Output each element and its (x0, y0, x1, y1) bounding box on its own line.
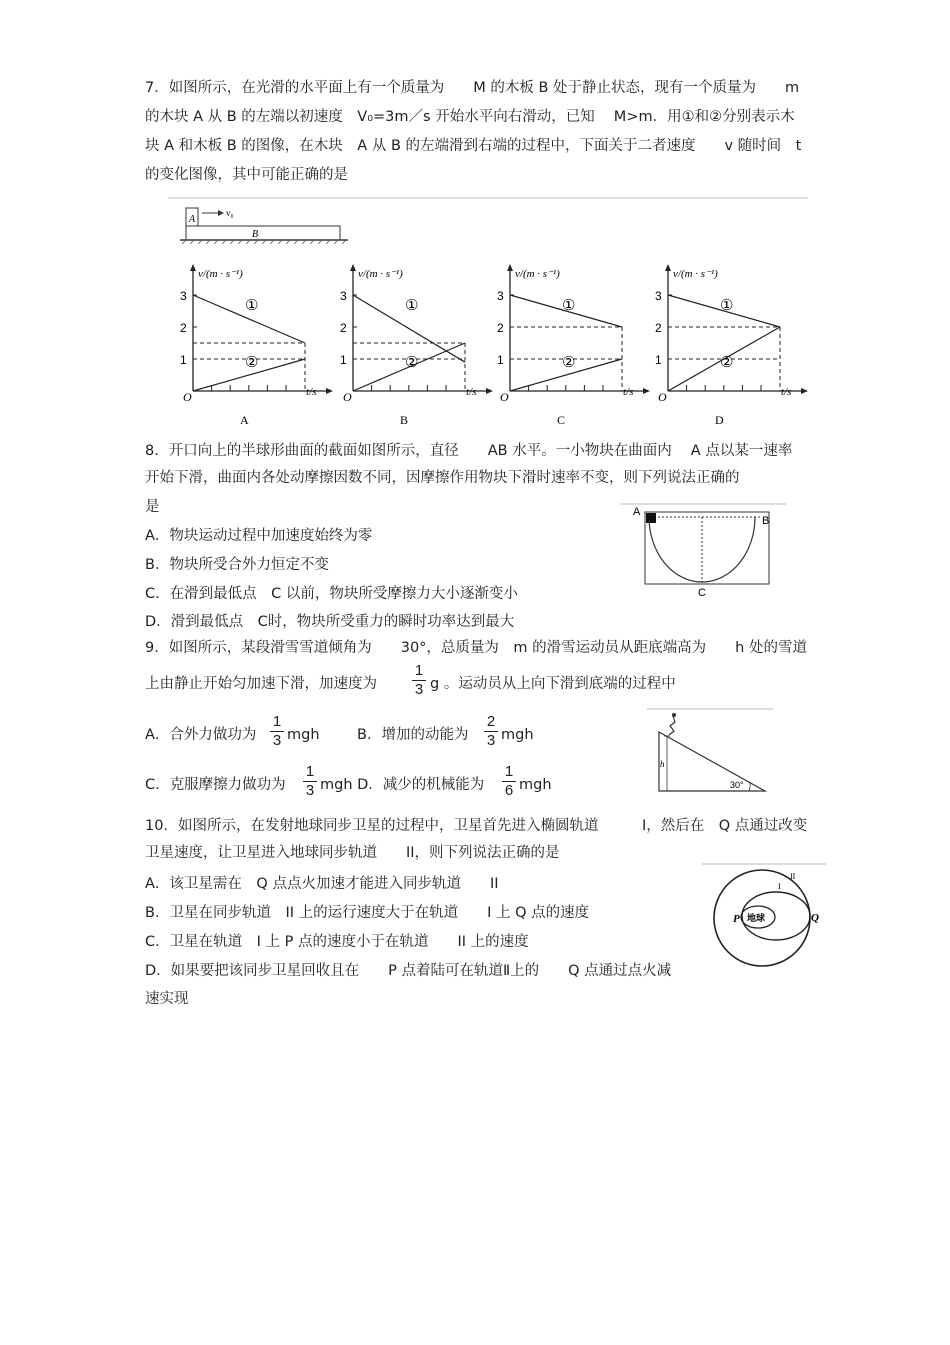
numerator: 1 (305, 763, 315, 780)
q7-figure (168, 196, 813, 436)
curve-2-label: ② (245, 355, 259, 371)
y-tick-label: 3 (497, 289, 504, 303)
y-axis-label: v/(m · s⁻¹) (358, 268, 403, 280)
q10-option-d: D．如果要把该同步卫星回收且在 P 点着陆可在轨道Ⅱ上的 Q 点通过点火减 (145, 963, 672, 979)
vt-graph-b (340, 264, 493, 427)
curve-2-label: ② (562, 355, 576, 371)
earth-label: 地球 (747, 914, 766, 924)
q7-figure-svg (168, 196, 813, 436)
q7-line-2: 的木块 A 从 B 的左端以初速度 V₀=3m／s 开始水平向右滑动，已知 M>m．用①和②分别表示木 (145, 109, 795, 125)
numerator: 1 (504, 763, 514, 780)
y-tick-label: 3 (180, 289, 187, 303)
q9-option-a-fraction (270, 714, 284, 749)
q8-option-a: A．物块运动过程中加速度始终为零 (145, 528, 373, 544)
q10-line-2: 卫星速度，让卫星进入地球同步轨道 II，则下列说法正确的是 (145, 845, 560, 861)
origin-label: O (183, 390, 192, 404)
orbit-i-label: I (778, 882, 781, 891)
block-icon (646, 513, 656, 523)
q8-option-b: B．物块所受合外力恒定不变 (145, 557, 329, 573)
q8-line-3: 是 (145, 499, 160, 515)
y-axis-label: v/(m · s⁻¹) (198, 268, 243, 280)
q10-line-1: 10．如图所示，在发射地球同步卫星的过程中，卫星首先进入椭圆轨道 I，然后在 Q 点通过改变 (145, 818, 808, 834)
graph-option-label: A (240, 413, 249, 427)
orbit-ii-label: II (790, 872, 796, 881)
curve-2-label: ② (405, 355, 419, 371)
q10-option-a: A．该卫星需在 Q 点点火加速才能进入同步轨道 II (145, 876, 499, 892)
q9-slope-svg (645, 706, 775, 801)
label-a: A (633, 506, 641, 518)
height-label: h (660, 759, 665, 769)
x-axis-label: t/s (466, 386, 477, 398)
denominator: 3 (305, 782, 315, 799)
q8-option-d: D．滑到最低点 C时，物块所受重力的瞬时功率达到最大 (145, 614, 515, 630)
q7-setup-diagram (180, 208, 348, 244)
y-tick-label: 2 (180, 321, 187, 335)
q10-option-b: B．卫星在同步轨道 II 上的运行速度大于在轨道 I 上 Q 点的速度 (145, 905, 590, 921)
vt-graph-a (180, 264, 333, 427)
denominator: 3 (272, 732, 282, 749)
x-axis-label: t/s (623, 386, 634, 398)
curve-1-label: ① (720, 298, 734, 314)
q7-line-3: 块 A 和木板 B 的图像，在木块 A 从 B 的左端滑到右端的过程中，下面关于二者速度 v 随时间 t (145, 138, 802, 154)
q9-option-c-fraction (303, 764, 317, 799)
curve-1-label: ① (405, 298, 419, 314)
q10-option-d-cont: 速实现 (145, 991, 189, 1007)
denominator: 6 (504, 782, 514, 799)
q9-option-b-tail: mgh (501, 727, 534, 743)
curve-1-label: ① (562, 298, 576, 314)
q9-line-2a: 上由静止开始匀加速下滑，加速度为 (145, 676, 377, 692)
q7-line-4: 的变化图像，其中可能正确的是 (145, 167, 348, 183)
y-tick-label: 1 (655, 353, 662, 367)
vt-graph-d (655, 264, 808, 427)
label-c: C (698, 587, 706, 599)
q9-option-a: A．合外力做功为 (145, 727, 257, 743)
numerator: 2 (486, 713, 496, 730)
q8-option-c: C．在滑到最低点 C 以前，物块所受摩擦力大小逐渐变小 (145, 586, 518, 602)
skier-icon (669, 716, 675, 735)
q7-line-1: 7．如图所示，在光滑的水平面上有一个质量为 M 的木板 B 处于静止状态，现有一个质量为 m (145, 80, 800, 96)
y-tick-label: 2 (497, 321, 504, 335)
q8-line-2: 开始下滑，曲面内各处动摩擦因数不同，因摩擦作用物块下滑时速率不变，则下列说法正确的 (145, 470, 740, 486)
q9-line-1: 9．如图所示，某段滑雪雪道倾角为 30°，总质量为 m 的滑雪运动员从距底端高为 h 处的雪道 (145, 640, 807, 656)
label-b: B (762, 515, 770, 527)
origin-label: O (658, 390, 667, 404)
denominator: 3 (414, 681, 424, 698)
q10-orbit-svg (700, 860, 828, 970)
curve-1-label: ① (245, 298, 259, 314)
y-tick-label: 2 (340, 321, 347, 335)
graph-option-label: D (715, 413, 724, 427)
q9-option-c-tail: mgh D．减少的机械能为 (320, 777, 485, 793)
q9-slope-figure (645, 706, 775, 801)
denominator: 3 (486, 732, 496, 749)
origin-label: O (343, 390, 352, 404)
q10-orbit-figure (700, 860, 828, 970)
origin-label: O (500, 390, 509, 404)
y-axis-label: v/(m · s⁻¹) (673, 268, 718, 280)
y-tick-label: 1 (180, 353, 187, 367)
q9-line-2b: g 。运动员从上向下滑到底端的过程中 (430, 676, 676, 692)
y-tick-label: 3 (655, 289, 662, 303)
x-axis-label: t/s (306, 386, 317, 398)
point-p-label: P (733, 913, 740, 925)
y-tick-label: 1 (497, 353, 504, 367)
q8-hemisphere-figure (618, 500, 788, 600)
angle-label: 30° (730, 780, 744, 790)
q9-option-b-fraction (484, 714, 498, 749)
q9-option-a-tail: mgh (287, 727, 320, 743)
q8-hemisphere-svg (618, 500, 788, 600)
y-tick-label: 3 (340, 289, 347, 303)
block-a-label: A (189, 214, 196, 225)
q9-accel-fraction (412, 663, 426, 698)
graph-option-label: C (557, 413, 566, 427)
q9-option-d-fraction (502, 764, 516, 799)
q9-option-d-tail: mgh (519, 777, 552, 793)
q10-option-c: C．卫星在轨道 I 上 P 点的速度小于在轨道 II 上的速度 (145, 934, 529, 950)
vt-graph-c (497, 264, 650, 427)
v0-label: v₀ (226, 208, 234, 218)
x-axis-label: t/s (781, 386, 792, 398)
graph-option-label: B (400, 413, 409, 427)
board-b-label: B (252, 229, 259, 240)
curve-2-label: ② (720, 355, 734, 371)
numerator: 1 (414, 662, 424, 679)
y-tick-label: 2 (655, 321, 662, 335)
q9-option-c: C．克服摩擦力做功为 (145, 777, 286, 793)
q8-line-1: 8．开口向上的半球形曲面的截面如图所示，直径 AB 水平。一小物块在曲面内 A 点以某一速率 (145, 443, 793, 459)
numerator: 1 (272, 713, 282, 730)
y-axis-label: v/(m · s⁻¹) (515, 268, 560, 280)
q9-option-b: B．增加的动能为 (357, 727, 469, 743)
y-tick-label: 1 (340, 353, 347, 367)
point-q-label: Q (811, 912, 819, 924)
